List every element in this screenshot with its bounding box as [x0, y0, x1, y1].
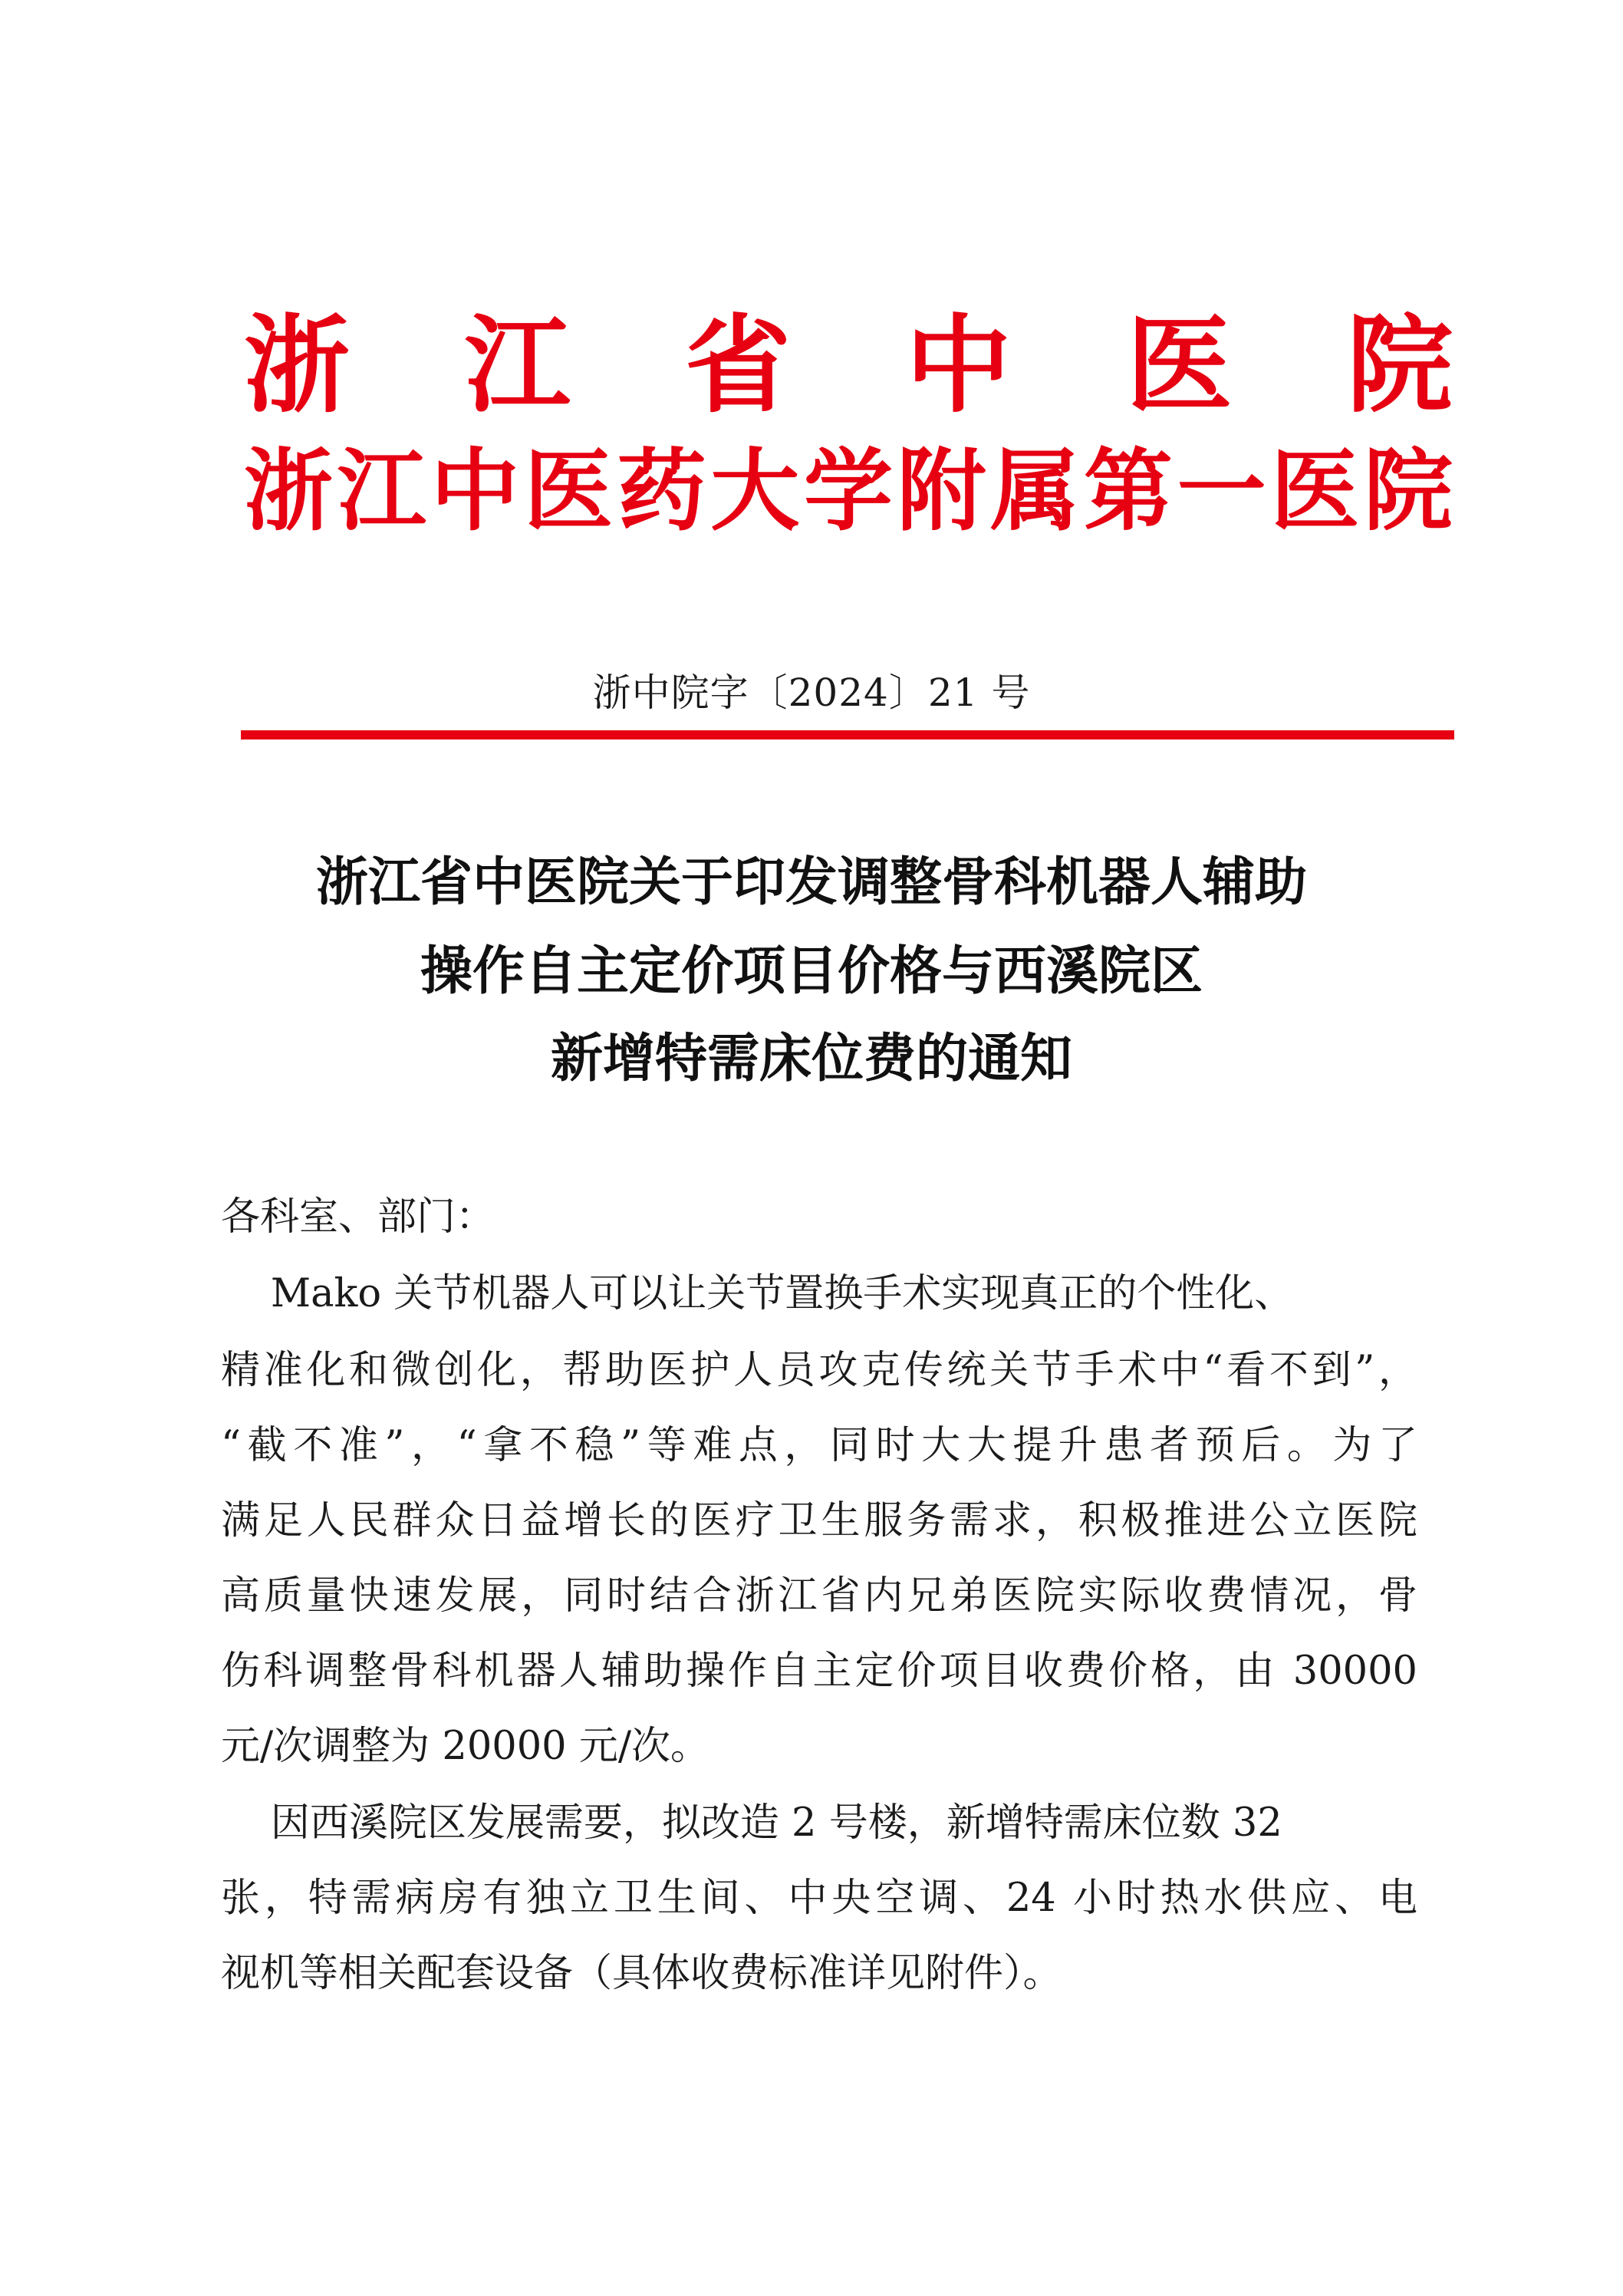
red-divider-line — [241, 730, 1454, 740]
document-number: 浙中院字〔2024〕21 号 — [592, 670, 1031, 715]
letterhead-char: 一 — [1177, 440, 1266, 543]
paragraph-2-line: 视机等相关配套设备（具体收费标准详见附件）。 — [221, 1951, 1062, 1996]
letterhead-line-1 — [244, 304, 1453, 427]
paragraph-1-line: 满足人民群众日益增长的医疗卫生服务需求，积极推进公立医院 — [221, 1498, 1417, 1543]
letterhead-char: 大 — [710, 440, 800, 543]
paragraph-1-line: 伤科调整骨科机器人辅助操作自主定价项目收费价格，由 30000 — [221, 1649, 1417, 1694]
paragraph-2-line: 张，特需病房有独立卫生间、中央空调、24 小时热水供应、电 — [221, 1876, 1417, 1921]
document-title-line-1: 浙江省中医院关于印发调整骨科机器人辅助 — [315, 852, 1307, 913]
letterhead-char: 附 — [897, 440, 986, 543]
letterhead-char: 医 — [1126, 304, 1233, 427]
letterhead-char: 江 — [464, 304, 571, 427]
letterhead-char: 中 — [905, 304, 1012, 427]
letterhead-char: 浙 — [244, 304, 351, 427]
letterhead-char: 学 — [803, 440, 893, 543]
paragraph-1-line: Mako 关节机器人可以让关节置换手术实现真正的个性化、 — [221, 1271, 1294, 1316]
letterhead-char: 属 — [990, 440, 1080, 543]
letterhead-char: 药 — [617, 440, 706, 543]
paragraph-2-line: 因西溪院区发展需要，拟改造 2 号楼，新增特需床位数 32 — [221, 1800, 1282, 1846]
letterhead-char: 院 — [1363, 440, 1453, 543]
letterhead-char: 第 — [1083, 440, 1173, 543]
paragraph-1-line: 精准化和微创化，帮助医护人员攻克传统关节手术中“看不到”， — [221, 1348, 1417, 1393]
letterhead-char: 中 — [430, 440, 520, 543]
letterhead-char: 浙 — [244, 440, 333, 543]
paragraph-1-line: 高质量快速发展，同时结合浙江省内兄弟医院实际收费情况，骨 — [221, 1573, 1417, 1619]
paragraph-1-line: 元/次调整为 20000 元/次。 — [221, 1724, 710, 1769]
letterhead-char: 医 — [1270, 440, 1360, 543]
document-title-line-3: 新增特需床位费的通知 — [550, 1028, 1072, 1089]
paragraph-1-line: “截不准”，“拿不稳”等难点，同时大大提升患者预后。为了 — [221, 1423, 1417, 1468]
letterhead-char: 医 — [523, 440, 613, 543]
letterhead-char: 江 — [337, 440, 426, 543]
salutation: 各科室、部门： — [221, 1194, 495, 1240]
letterhead-line-2 — [244, 440, 1453, 543]
letterhead-char: 省 — [685, 304, 792, 427]
letterhead-char: 院 — [1346, 304, 1453, 427]
document-title-line-2: 操作自主定价项目价格与西溪院区 — [420, 940, 1203, 1002]
